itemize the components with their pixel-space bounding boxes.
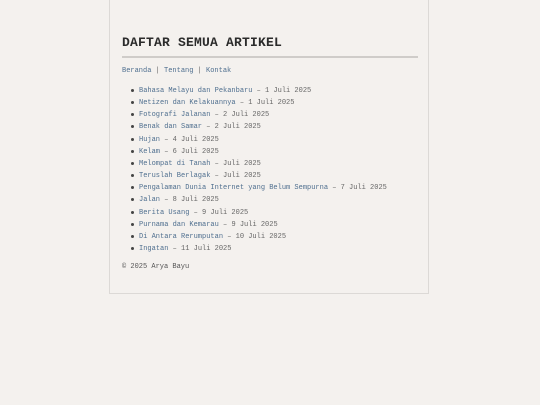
bullet-icon [131, 113, 134, 116]
article-link[interactable]: Hujan [139, 135, 161, 144]
article-link[interactable]: Kelam [139, 147, 161, 156]
article-link[interactable]: Teruslah Berlagak [139, 172, 211, 181]
article-list-item [122, 121, 387, 133]
bullet-icon [131, 162, 134, 165]
article-date: 11 Juli 2025 [181, 245, 232, 254]
article-list-item [122, 231, 387, 243]
article-date: 2 Juli 2025 [223, 111, 270, 120]
page-title: DAFTAR SEMUA ARTIKEL [122, 35, 283, 50]
bullet-icon [131, 89, 134, 92]
article-list [122, 85, 387, 255]
article-link[interactable]: Bahasa Melayu dan Pekanbaru [139, 87, 253, 95]
date-separator: – [189, 208, 203, 217]
article-date: 9 Juli 2025 [231, 220, 278, 229]
article-link[interactable]: Di Antara Rerumputan [139, 232, 224, 241]
bullet-icon [131, 101, 134, 104]
bullet-icon [131, 235, 134, 238]
article-list-item [122, 85, 387, 97]
article-list-item [122, 158, 387, 170]
date-separator: – [210, 172, 224, 181]
date-separator: – [168, 245, 182, 254]
article-list-item [122, 146, 387, 158]
date-separator: – [160, 147, 173, 156]
article-link[interactable]: Purnama dan Kemarau [139, 220, 219, 229]
date-separator: – [235, 99, 249, 108]
article-date: 1 Juli 2025 [248, 99, 295, 108]
date-separator: – [160, 135, 173, 144]
article-date: 4 Juli 2025 [172, 135, 219, 144]
nav-link-beranda[interactable]: Beranda [122, 67, 152, 75]
footer-copyright: © 2025 Arya Bayu [122, 263, 190, 271]
nav-link-tentang[interactable]: Tentang [164, 67, 194, 75]
bullet-icon [131, 211, 134, 214]
date-separator: – [328, 184, 341, 193]
article-list-item [122, 134, 387, 146]
bullet-icon [131, 223, 134, 226]
article-date: 9 Juli 2025 [202, 208, 249, 217]
article-date: 7 Juli 2025 [340, 184, 387, 193]
bullet-icon [131, 150, 134, 153]
bullet-icon [131, 198, 134, 201]
nav-link-kontak[interactable]: Kontak [206, 67, 232, 75]
article-date: 8 Juli 2025 [172, 196, 219, 205]
bullet-icon [131, 138, 134, 141]
bullet-icon [131, 125, 134, 128]
nav-separator: | [193, 67, 207, 75]
bullet-icon [131, 174, 134, 177]
article-list-item [122, 170, 387, 182]
article-date: 10 Juli 2025 [235, 232, 287, 241]
article-date: Juli 2025 [223, 172, 261, 181]
article-link[interactable]: Pengalaman Dunia Internet yang Belum Sempurna [139, 184, 329, 193]
date-separator: – [202, 123, 215, 132]
article-link[interactable]: Fotografi Jalanan [139, 111, 211, 120]
article-date: 6 Juli 2025 [172, 147, 219, 156]
article-list-item [122, 97, 387, 109]
page-container [109, 0, 429, 294]
article-link[interactable]: Ingatan [139, 245, 169, 254]
date-separator: – [160, 196, 173, 205]
article-date: 2 Juli 2025 [214, 123, 261, 132]
date-separator: – [210, 159, 224, 168]
title-divider [122, 56, 418, 58]
date-separator: – [252, 87, 266, 95]
date-separator: – [210, 111, 224, 120]
article-list-item [122, 243, 387, 255]
nav-separator: | [151, 67, 165, 75]
article-link[interactable]: Netizen dan Kelakuannya [139, 99, 236, 108]
date-separator: – [223, 232, 236, 241]
article-link[interactable]: Jalan [139, 196, 161, 205]
article-date: 1 Juli 2025 [265, 87, 312, 95]
article-list-item [122, 219, 387, 231]
article-list-item [122, 194, 387, 206]
article-list-item [122, 109, 387, 121]
bullet-icon [131, 186, 134, 189]
top-navigation [122, 67, 231, 75]
article-date: Juli 2025 [223, 159, 261, 168]
article-list-item [122, 207, 387, 219]
date-separator: – [218, 220, 232, 229]
article-link[interactable]: Melompat di Tanah [139, 159, 211, 168]
article-link[interactable]: Benak dan Samar [139, 123, 203, 132]
article-link[interactable]: Berita Usang [139, 208, 190, 217]
article-list-item [122, 182, 387, 194]
bullet-icon [131, 247, 134, 250]
